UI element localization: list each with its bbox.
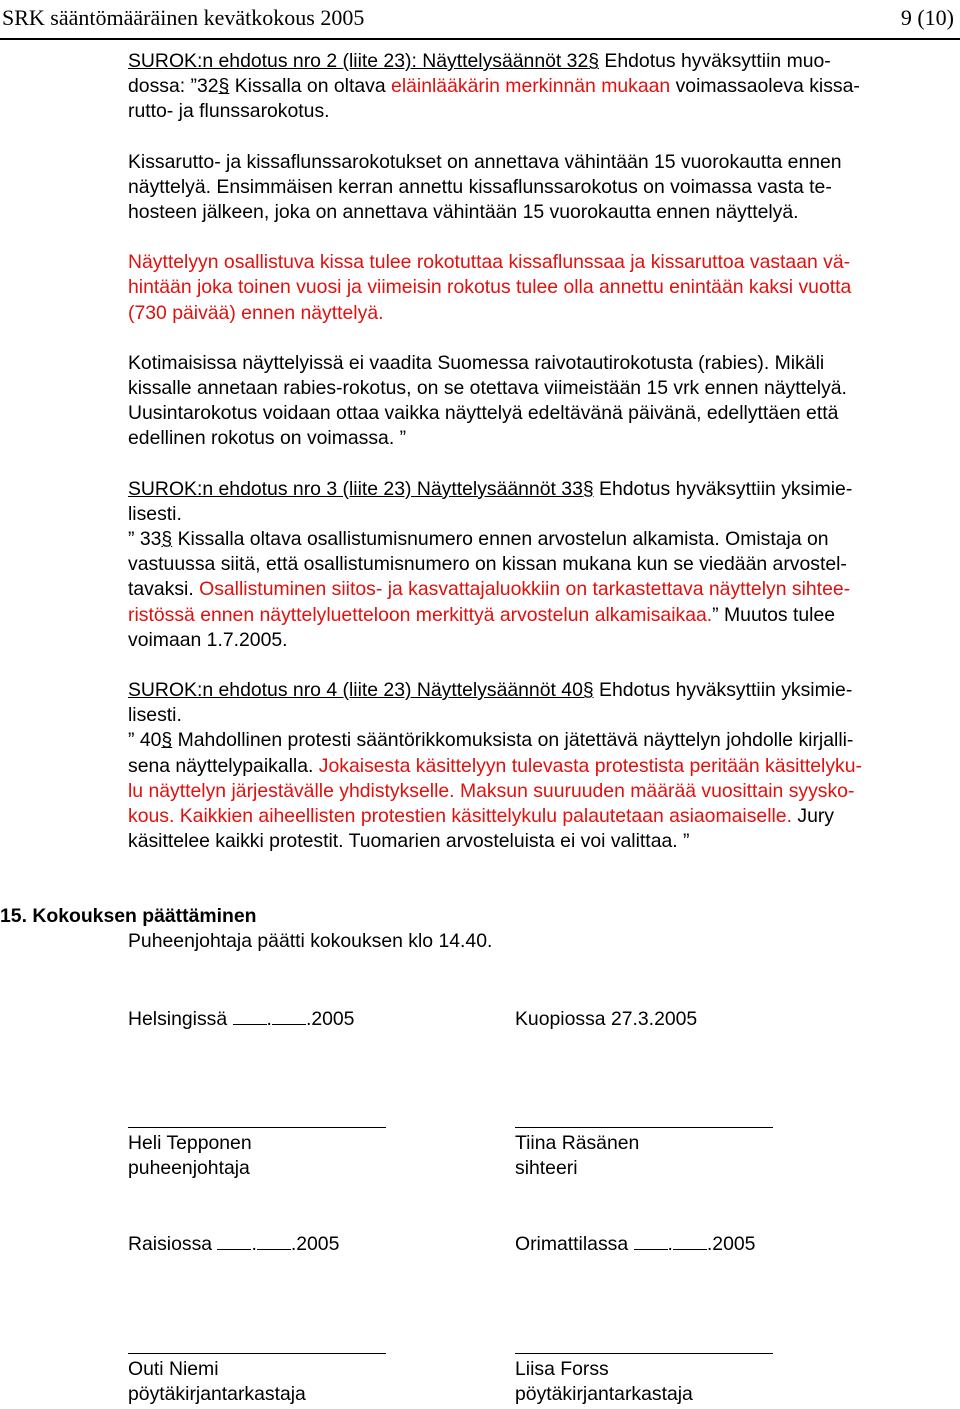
signature-line: [515, 1353, 773, 1354]
place-date-raisio: Raisiossa . .2005: [128, 1233, 340, 1255]
proposal-2-ref: SUROK:n ehdotus nro 2 (liite 23): Näyttelysäännöt 32§: [128, 50, 600, 72]
place-date-kuopio: Kuopiossa 27.3.2005: [515, 1008, 698, 1030]
document-title: SRK sääntömääräinen kevätkokous 2005: [2, 5, 365, 30]
document-body: [128, 49, 958, 854]
signature-line: [128, 1127, 386, 1128]
place-date-orimattila: Orimattilassa . .2005: [515, 1233, 756, 1255]
proposal-3-ref: SUROK:n ehdotus nro 3 (liite 23) Näyttelysäännöt 33§: [128, 477, 594, 500]
signatory-3: Outi Niemi pöytäkirjantarkastaja: [128, 1358, 306, 1406]
proposal-4: SUROK:n ehdotus nro 4 (liite 23) Näyttelysäännöt 40§ Ehdotus hyväksyttiin yksimie- lisesti. ” 40§ Mahdollinen protesti sääntörikkomuksista on jätettävä näyttelyn johdolle kirjalli- sena näyttelypaikalla. Jokaisesta käsittelyyn tulevasta protestista peritään käsittelyku- lu näyttelyn järjestävälle yhdistykselle. Maksun suuruuden määrää vuosittain syysko- kous. Kaikkien aiheellisten protestien käsittelykulu palautetaan asiaomaiselle. Jury käsittelee kaikki protestit. Tuomarien arvosteluista ei voi valittaa. ”: [128, 679, 862, 853]
proposal-4-ref: SUROK:n ehdotus nro 4 (liite 23) Näyttelysäännöt 40§: [128, 679, 594, 702]
section-15-heading: 15. Kokouksen päättäminen: [0, 905, 257, 927]
vaccination-paragraph: Kissarutto- ja kissaflunssarokotukset on annettava vähintään 15 vuorokautta ennen näyttelyä. Ensimmäisen kerran annettu kissaflunssarokotus on voimassa vasta te- hosteen jälkeen, joka on annettava vähintään 15 vuorokautta ennen näyttelyä.: [128, 150, 842, 224]
page-header: [0, 0, 960, 40]
red-text: eläinlääkärin merkinnän mukaan: [391, 75, 671, 98]
place-date-helsinki: Helsingissä . .2005: [128, 1008, 355, 1030]
signatory-4: Liisa Forss pöytäkirjantarkastaja: [515, 1358, 693, 1406]
proposal-2: SUROK:n ehdotus nro 2 (liite 23): Näyttelysäännöt 32§ Ehdotus hyväksyttiin muo- dossa: ”32§ Kissalla on oltava eläinlääkärin merkinnän mukaan voimassaoleva kissa- rutto- ja flunssarokotus.: [128, 50, 860, 123]
page-number: 9 (10): [900, 5, 954, 30]
signatory-1: Heli Tepponen puheenjohtaja: [128, 1132, 252, 1180]
signature-line: [128, 1353, 386, 1354]
red-paragraph: Näyttelyyn osallistuva kissa tulee rokotuttaa kissaflunssaa ja kissaruttoa vastaan vä- hintään joka toinen vuosi ja viimeisin rokotus tulee olla annettu enintään kaksi vuotta (730 päivää) ennen näyttelyä.: [128, 251, 852, 324]
rabies-paragraph: Kotimaisissa näyttelyissä ei vaadita Suomessa raivotautirokotusta (rabies). Mikäli kissalle annetaan rabies-rokotus, on se otettava viimeistään 15 vrk ennen näyttelyä. Uusintarokotus voidaan ottaa vaikka näyttelyä edeltävänä päivänä, edellyttäen että edellinen rokotus on voimassa. ”: [128, 351, 847, 450]
signature-line: [515, 1127, 773, 1128]
signatory-2: Tiina Räsänen sihteeri: [515, 1132, 640, 1180]
proposal-3: SUROK:n ehdotus nro 3 (liite 23) Näyttelysäännöt 33§ Ehdotus hyväksyttiin yksimie- lisesti. ” 33§ Kissalla oltava osallistumisnumero ennen arvostelun alkamista. Omistaja on vastuussa siitä, että osallistumisnumero on kissan mukana kun se viedään arvostel- tavaksi. Osallistuminen siitos- ja kasvattajaluokkiin on tarkastettava näyttelyn sihtee- ristössä ennen näyttelyluetteloon merkittyä arvostelun alkamisaikaa.” Muutos tulee voimaan 1.7.2005.: [128, 477, 853, 651]
section-15-text: Puheenjohtaja päätti kokouksen klo 14.40.: [128, 930, 493, 952]
